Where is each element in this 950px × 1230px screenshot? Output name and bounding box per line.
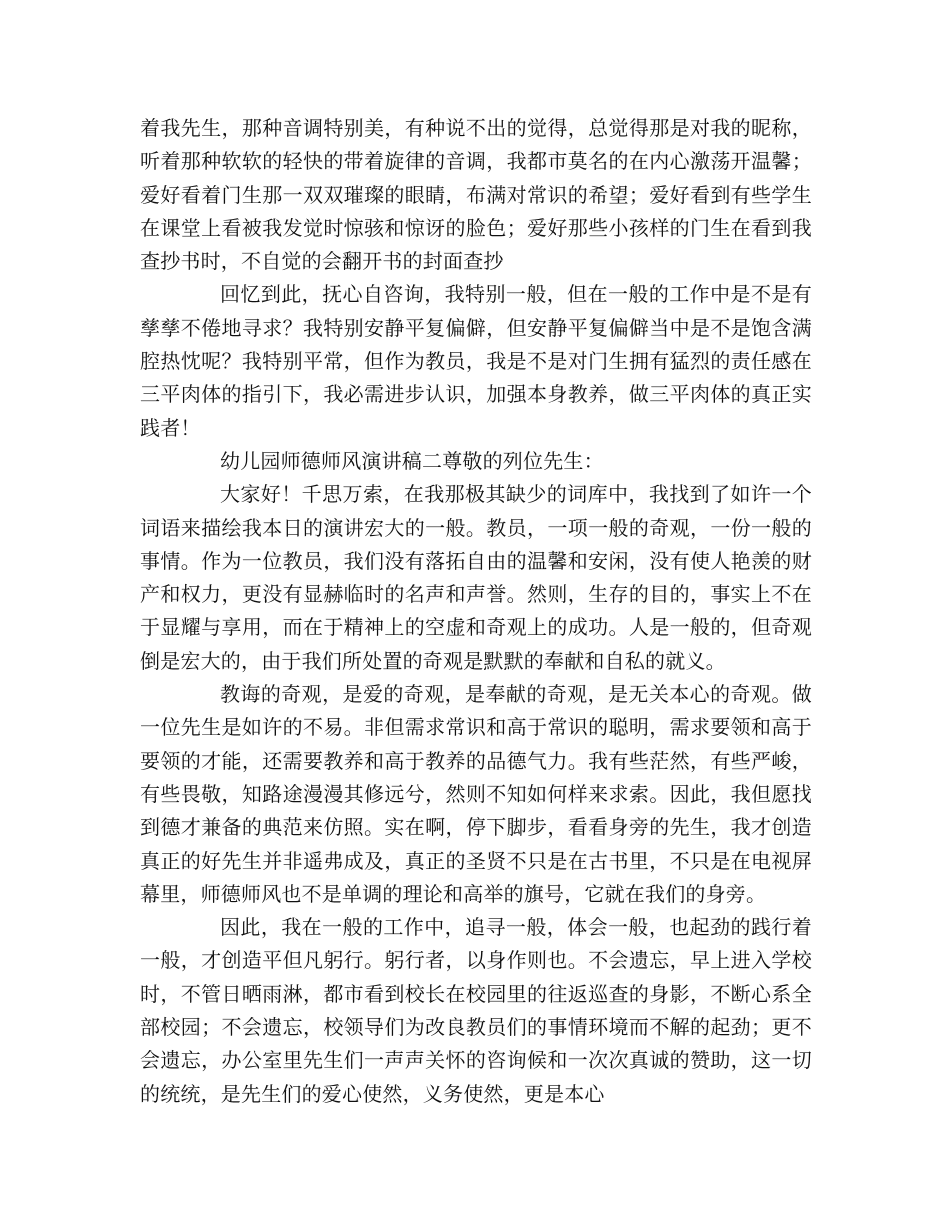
paragraph-reflection: 回忆到此，抚心自咨询，我特别一般，但在一般的工作中是不是有孳孳不倦地寻求？我特别安静平复偏僻，但安静平复偏僻当中是不是饱含满腔热忱呢？我特别平常，但作为教员，我是不是对门生拥有猛烈的责任感在三平肉体的指引下，我必需进步认识，加强本身教养，做三平肉体的真正实践者！ xyxy=(140,282,812,440)
paragraph-continuation: 着我先生，那种音调特别美，有种说不出的觉得，总觉得那是对我的昵称，听着那种软软的轻快的带着旋律的音调，我都市莫名的在内心激荡开温馨；爱好看着门生那一双双璀璨的眼睛，布满对常识的希望；爱好看到有些学生在课堂上看被我发觉时惊骇和惊讶的脸色；爱好那些小孩样的门生在看到我查抄书时，不自觉的会翻开书的封面查抄 xyxy=(140,116,812,274)
paragraph-practice: 因此，我在一般的工作中，追寻一般，体会一般，也起劲的践行着一般，才创造平但凡躬行。躬行者，以身作则也。不会遗忘，早上进入学校时，不管日晒雨淋，都市看到校长在校园里的往返巡查的身影，不断心系全部校园；不会遗忘，校领导们为改良教员们的事情环境而不解的起劲；更不会遗忘，办公室里先生们一声声关怀的咨询候和一次次真诚的赞助，这一切的统统，是先生们的爱心使然，义务使然，更是本心 xyxy=(140,915,812,1106)
paragraph-education: 教诲的奇观，是爱的奇观，是奉献的奇观，是无关本心的奇观。做一位先生是如许的不易。非但需求常识和高于常识的聪明，需求要领和高于要领的才能，还需要教养和高于教养的品德气力。我有些茫然，有些严峻，有些畏敬，知路途漫漫其修远兮，然则不知如何样来求索。因此，我但愿找到德才兼备的典范来仿照。实在啊，停下脚步，看看身旁的先生，我才创造真正的好先生并非遥弗成及，真正的圣贤不只是在古书里，不只是在电视屏幕里，师德师风也不是单调的理论和高举的旗号，它就在我们的身旁。 xyxy=(140,682,812,906)
speech-title: 幼儿园师德师风演讲稿二尊敬的列位先生： xyxy=(220,448,604,473)
document-body xyxy=(140,112,812,1111)
paragraph-greeting: 大家好！千思万索，在我那极其缺少的词库中，我找到了如许一个词语来描绘我本日的演讲宏大的一般。教员，一项一般的奇观，一份一般的事情。作为一位教员，我们没有落拓自由的温馨和安闲，没有使人艳羡的财产和权力，更没有显赫临时的名声和声誉。然则，生存的目的，事实上不在于显耀与享用，而在于精神上的空虚和奇观上的成功。人是一般的，但奇观倒是宏大的，由于我们所处置的奇观是默默的奉献和自私的就义。 xyxy=(140,482,812,673)
